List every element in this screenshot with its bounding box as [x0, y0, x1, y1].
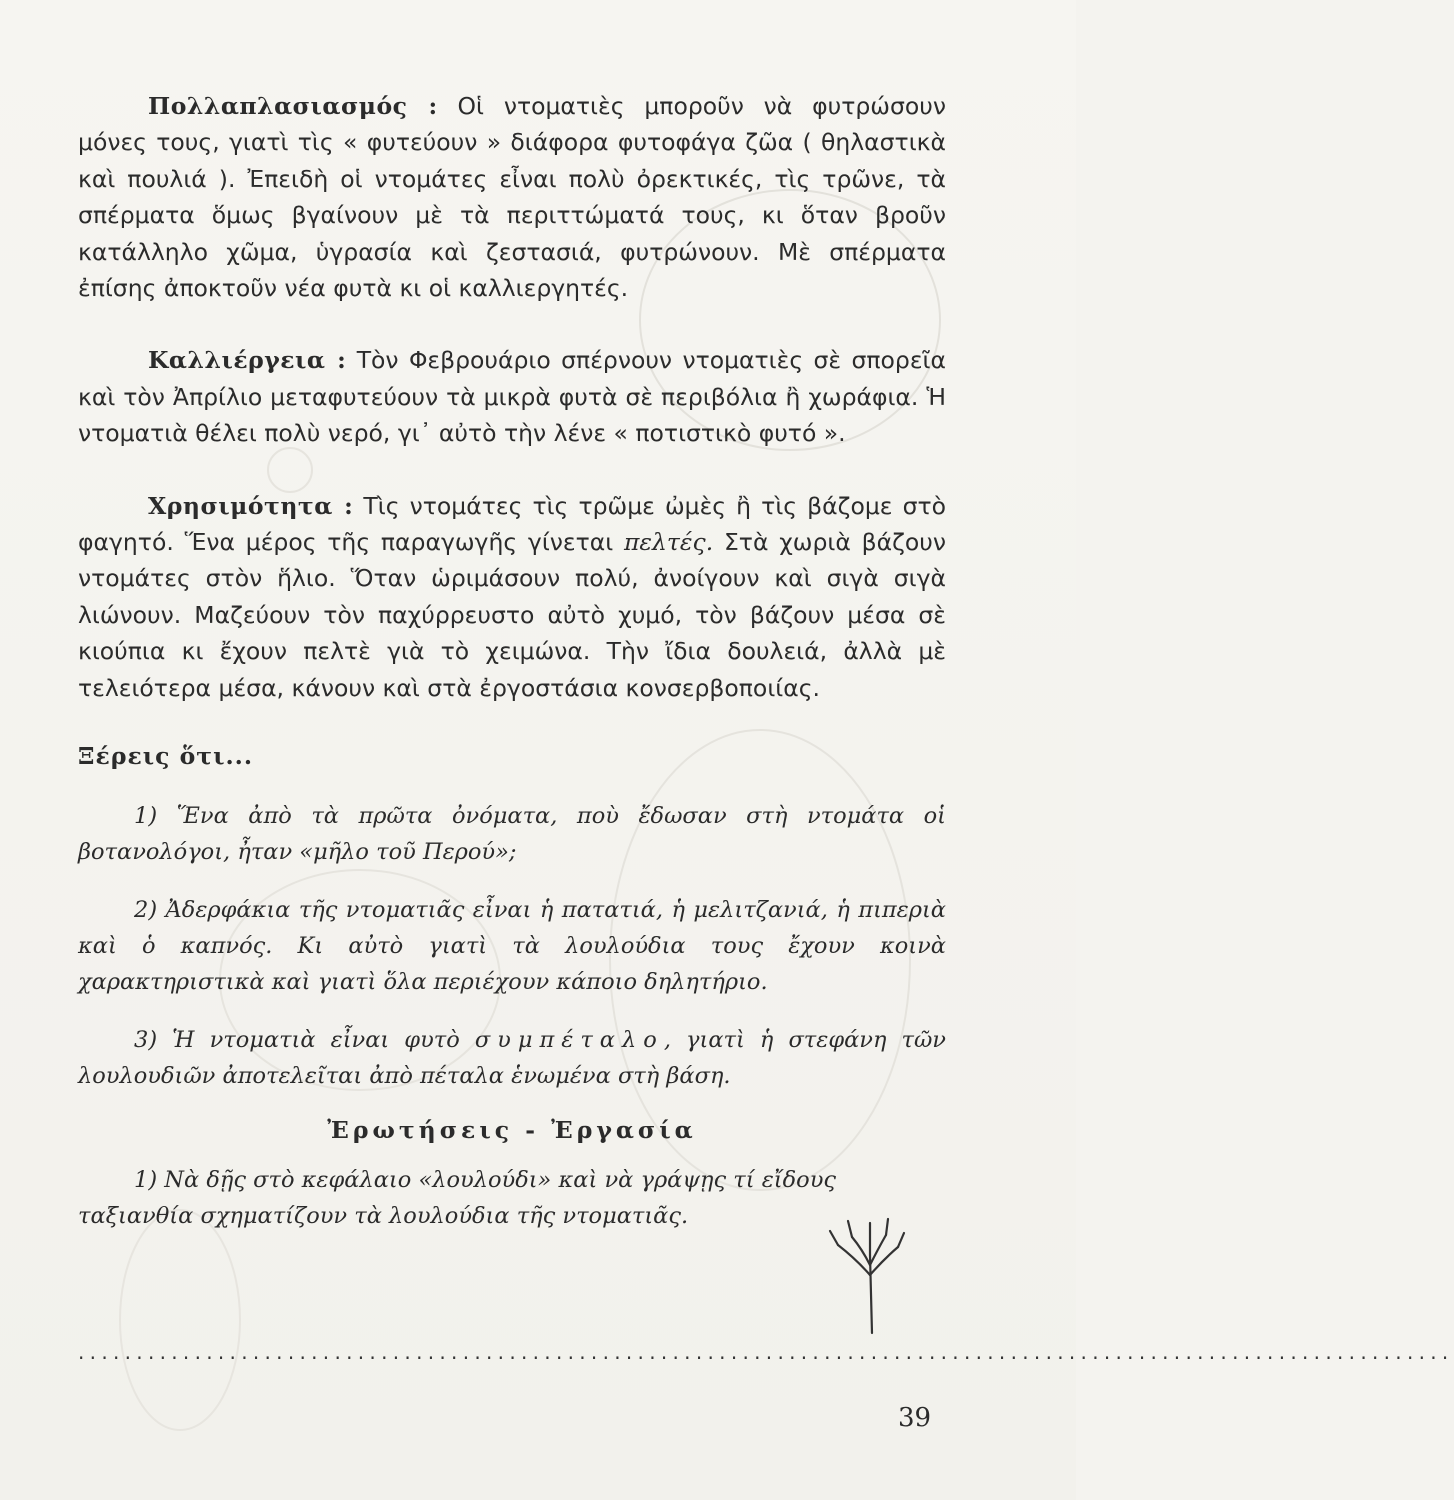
- heading-usefulness: Χρησιμότητα :: [148, 491, 354, 520]
- paragraph-propagation: [78, 88, 946, 306]
- did-you-know-item-1: 1) Ἕνα ἀπὸ τὰ πρῶτα ὀνόματα, ποὺ ἔδωσαν στὴ ντομάτα οἱ βοτανολόγοι, ἦταν «μῆλο τοῦ Περού»;: [78, 803, 946, 866]
- did-you-know-item-3-spaced: συμπέταλο: [474, 1027, 664, 1054]
- inflorescence-sketch-icon: [826, 1215, 908, 1335]
- paragraph-usefulness-text-a: Τὶς ντομάτες τὶς τρῶμε ὠμὲς ἢ τὶς βάζομε στὸ φαγητό. Ἕνα μέρος τῆς παραγωγῆς γίνεται: [78, 491, 946, 557]
- did-you-know-title: Ξέρεις ὅτι...: [78, 742, 253, 771]
- questions-list: [78, 1162, 946, 1234]
- page-number: 39: [898, 1403, 932, 1433]
- heading-propagation: Πολλαπλασιασμός :: [148, 92, 438, 120]
- page-content: [78, 88, 946, 1256]
- paragraph-usefulness-italic-word: πελτές.: [623, 528, 714, 557]
- questions-title: Ἐρωτήσεις - Ἐργασία: [327, 1116, 697, 1145]
- paragraph-cultivation-text: Τὸν Φεβρουάριο σπέρνουν ντοματιὲς σὲ σπορεῖα καὶ τὸν Ἀπρίλιο μεταφυτεύουν τὰ μικρὰ φυτὰ σὲ περιβόλια ἢ χωράφια. Ἡ ντοματιὰ θέλει πολὺ νερό, γι᾿ αὐτὸ τὴν λένε « ποτιστικὸ φυτό ».: [78, 346, 946, 448]
- answer-line: ......................................................................................................................: [78, 1340, 1454, 1364]
- did-you-know-item-3: [78, 1022, 946, 1094]
- did-you-know-item-3-a: 3) Ἡ ντοματιὰ εἶναι φυτὸ: [134, 1027, 475, 1054]
- question-item-1: 1) Νὰ δῇς στὸ κεφάλαιο «λουλούδι» καὶ νὰ γράψῃς τί εἴδους ταξιανθία σχηματίζουν τὰ λουλούδια τῆς ντοματιᾶς.: [78, 1167, 836, 1230]
- paragraph-usefulness-text-b: Στὰ χωριὰ βάζουν ντομάτες στὸν ἥλιο. Ὅταν ὡριμάσουν πολύ, ἀνοίγουν καὶ σιγὰ σιγὰ λιώνουν. Μαζεύουν τὸν παχύρρευστο αὐτὸ χυμό, τὸν βάζουν μέσα σὲ κιούπια κι ἔχουν πελτὲ γιὰ τὸ χειμώνα. Τὴν ἴδια δουλειά, ἀλλὰ μὲ τελειότερα μέσα, κάνουν καὶ στὰ ἐργοστάσια κονσερβοποιίας.: [78, 528, 946, 702]
- paragraph-propagation-text: Οἱ ντοματιὲς μποροῦν νὰ φυτρώσουν μόνες τους, γιατὶ τὶς « φυτεύουν » διάφορα φυτοφάγα ζῶα ( θηλαστικὰ καὶ πουλιά ). Ἐπειδὴ οἱ ντομάτες εἶναι πολὺ ὀρεκτικές, τὶς τρῶνε, τὰ σπέρματα ὅμως βγαίνουν μὲ τὰ περιττώματά τους, κι ὅταν βροῦν κατάλληλο χῶμα, ὑγρασία καὶ ζεστασιά, φυτρώνουν. Μὲ σπέρματα ἐπίσης ἀποκτοῦν νέα φυτὰ κι οἱ καλλιεργητές.: [78, 92, 946, 303]
- paragraph-usefulness: [78, 488, 946, 706]
- did-you-know-item-2: 2) Ἀδερφάκια τῆς ντοματιᾶς εἶναι ἡ πατατιά, ἡ μελιτζανιά, ἡ πιπεριὰ καὶ ὁ καπνός. Κι αὐτὸ γιατὶ τὰ λουλούδια τους ἔχουν κοινὰ χαρακτηριστικὰ καὶ γιατὶ ὅλα περιέχουν κάποιο δηλητήριο.: [78, 897, 946, 996]
- did-you-know-item-3-b: , γιατὶ ἡ στεφάνη τῶν λουλουδιῶν ἀποτελεῖται ἀπὸ πέταλα ἑνωμένα στὴ βάση.: [78, 1027, 946, 1090]
- heading-cultivation: Καλλιέργεια :: [148, 346, 347, 375]
- paragraph-cultivation: [78, 342, 946, 451]
